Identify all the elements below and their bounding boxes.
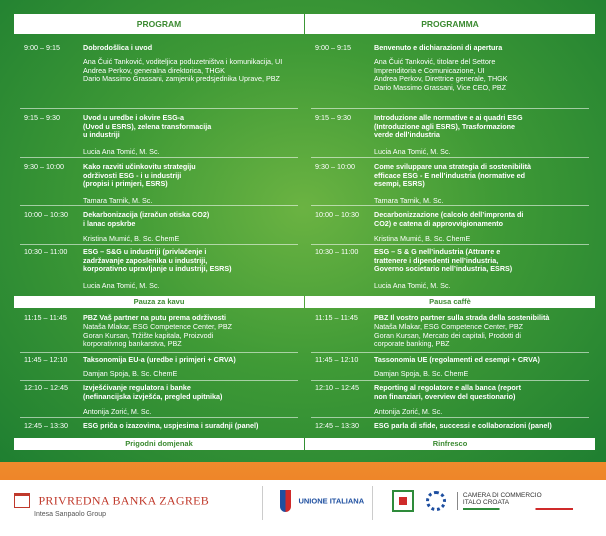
- divider: [20, 157, 298, 158]
- closing-bar: Prigodni domjenak: [14, 438, 304, 450]
- ui-emblem-icon: [280, 490, 291, 512]
- chamber-line1: CAMERA DI COMMERCIO: [462, 492, 542, 499]
- bank-name: PRIVREDNA BANKA ZAGREB: [38, 493, 210, 508]
- bank-group: Intesa Sanpaolo Group: [34, 511, 106, 518]
- divider: [311, 205, 589, 206]
- ui-name: UNIONE ITALIANA: [298, 496, 365, 506]
- program-column-italian: PROGRAMMA 9:00 – 9:15 Benvenuto e dichiarazioni di apertura Ana Čuić Tanković, titolare del Settore Imprenditoria e Comunicazione, UI Andrea Perkov, Direttrice generale, THGK Dario Massimo Grassani, Vice CEO, PBZ 9:15 – 9:30 Introduzione alle normative e ai quadri ESG (Introduzione agli ESRS), Trasformazione verde dell’industria Lucia Ana Tomić, M. Sc. 9:30 – 10:00 Come sviluppare una strategia di sostenibilità efficace ESG - E nell’industria (normative ed esempi, ESRS) Tamara Tarnik, M. Sc. 10:00 – 10:30 Decarbonizzazione (calcolo dell’impronta di CO2) e catena di approvvigionamento Kristina Mumić, B. Sc. ChemE 10:30 – 11:00 ESG – S & G nell’industria (Attrarre e trattenere i dipendenti nell’industria, Governo societario nell’industria, ESRS) Lucia Ana Tomić, M. Sc. Pausa caffè 11:15 – 11:45 PBZ Il vostro partner sulla strada della sostenibilità Nataša Mlakar, ESG Competence Center, PBZ Goran Kursan, Mercato dei capitali, Prodotti di corporate banking, PBZ 11:45 – 12:10 Tassonomia UE (regolamenti ed esempi + CRVA) Damjan Spoja, B. Sc. ChemE 12:10 – 12:45 Reporting al regolatore e alla banca (report non finanziari, overview del questionario) Antonija Zorić, M. Sc. 12:45 – 13:30 ESG parla di sfide, successi e collaborazioni (panel) Rinfresco: [305, 14, 595, 450]
- chamber-line2: ITALO CROATA: [462, 499, 510, 506]
- chamber-tricolor-line: [463, 508, 573, 510]
- program-header: PROGRAM: [14, 14, 304, 34]
- divider: [311, 417, 589, 418]
- chamber-flag-icon: [392, 490, 414, 512]
- gear-emblem-icon: [426, 491, 446, 511]
- program-header: PROGRAMMA: [305, 14, 595, 34]
- coffee-break-bar: Pauza za kavu: [14, 296, 304, 308]
- coffee-break-bar: Pausa caffè: [305, 296, 595, 308]
- chamber-text: [457, 492, 573, 510]
- footer-divider: [262, 486, 263, 520]
- divider: [20, 244, 298, 245]
- pbz-logo: [14, 492, 209, 518]
- unione-italiana-logo: [280, 490, 364, 512]
- divider: [20, 205, 298, 206]
- divider: [20, 417, 298, 418]
- divider: [20, 380, 298, 381]
- chamber-logo: [392, 490, 573, 512]
- divider: [311, 352, 589, 353]
- bank-building-icon: [14, 493, 30, 508]
- divider: [20, 108, 298, 109]
- divider: [311, 244, 589, 245]
- divider: [20, 352, 298, 353]
- divider: [311, 157, 589, 158]
- footer-divider: [372, 486, 373, 520]
- divider: [311, 108, 589, 109]
- divider: [311, 380, 589, 381]
- program-column-croatian: PROGRAM 9:00 – 9:15 Dobrodošlica i uvod Ana Čuić Tanković, voditeljica poduzetništva i komunikacija, UI Andrea Perkov, generalna direktorica, THGK Dario Massimo Grassani, zamjenik predsjednika Uprave, PBZ 9:15 – 9:30 Uvod u uredbe i okvire ESG-a (Uvod u ESRS), zelena transformacija u industriji Lucia Ana Tomić, M. Sc. 9:30 – 10:00 Kako razviti učinkovitu strategiju održivosti ESG - i u industriji (propisi i primjeri, ESRS) Tamara Tarnik, M. Sc. 10:00 – 10:30 Dekarbonizacija (izračun otiska CO2) i lanac opskrbe Kristina Mumić, B. Sc. ChemE 10:30 – 11:00 ESG – S&G u industriji (privlačenje i zadržavanje zaposlenika u industriji, korporativno upravljanje u industriji, ESRS) Lucia Ana Tomić, M. Sc. Pauza za kavu 11:15 – 11:45 PBZ Vaš partner na putu prema održivosti Nataša Mlakar, ESG Competence Center, PBZ Goran Kursan, Tržište kapitala, Proizvodi korporativnog bankarstva, PBZ 11:45 – 12:10 Taksonomija EU-a (uredbe i primjeri + CRVA) Damjan Spoja, B. Sc. ChemE 12:10 – 12:45 Izvješćivanje regulatora i banke (nefinancijska izvješća, pregled upitnika) Antonija Zorić, M. Sc. 12:45 – 13:30 ESG priča o izazovima, uspjesima i suradnji (panel) Prigodni domjenak: [14, 14, 304, 450]
- closing-bar: Rinfresco: [305, 438, 595, 450]
